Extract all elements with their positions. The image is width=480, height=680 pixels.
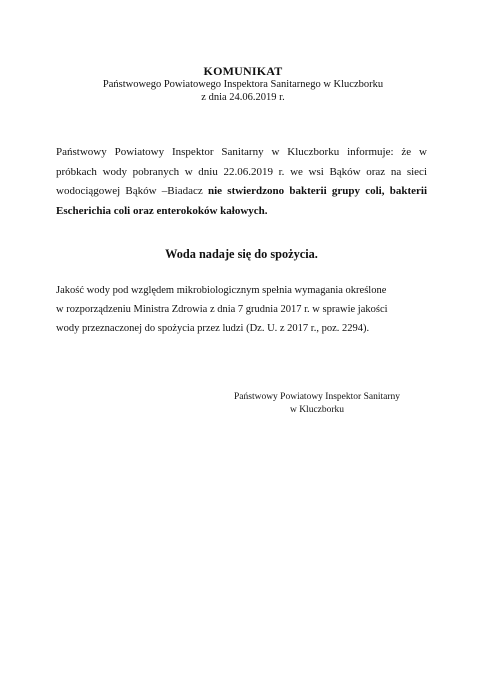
issue-date: z dnia 24.06.2019 r. (201, 92, 285, 103)
signature-title: Państwowy Powiatowy Inspektor Sanitarny (234, 392, 400, 402)
conclusion-heading: Woda nadaje się do spożycia. (165, 247, 318, 261)
document-header (96, 64, 390, 104)
signature-location: w Kluczborku (289, 405, 345, 415)
announcement-period: . (264, 204, 268, 217)
issuer-line: Państwowego Powiatowego Inspektora Sanitarnego w Kluczborku (102, 79, 384, 90)
announcement-paragraph (56, 143, 427, 221)
document-title: KOMUNIKAT (203, 64, 283, 78)
compliance-line: Jakość wody pod względem mikrobiologicznym spełnia wymagania określone (56, 285, 387, 296)
compliance-line: w rozporządzeniu Ministra Zdrowia z dnia 7 grudnia 2017 r. w sprawie jakości (56, 304, 388, 315)
signature-block (222, 391, 412, 417)
compliance-paragraph (56, 281, 427, 338)
announcement-text: Państwowy Powiatowy Inspektor Sanitarny w Kluczborku informuje: że w próbkach wody pobranych w dniu 22.06.2019 r. we wsi Bąków oraz na sieci wodociągowej Bąków –Biadacz (56, 146, 427, 197)
compliance-line: wody przeznaczonej do spożycia przez ludzi (Dz. U. z 2017 r., poz. 2294). (56, 323, 370, 334)
announcement-result: nie stwierdzono bakterii grupy coli, bakterii Escherichia coli oraz enterokoków kałowych (56, 185, 428, 217)
